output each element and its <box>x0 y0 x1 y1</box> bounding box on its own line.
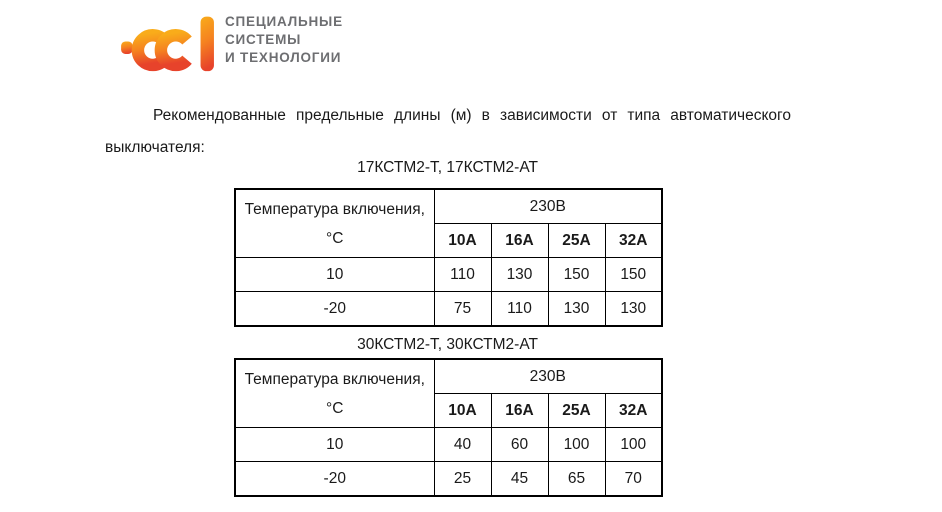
value-cell: 130 <box>548 292 605 327</box>
current-header-cell: 25А <box>548 224 605 258</box>
current-header-cell: 32А <box>605 224 662 258</box>
current-header-cell: 16А <box>491 224 548 258</box>
value-cell: 65 <box>548 462 605 497</box>
voltage-header-cell: 230В <box>434 359 662 394</box>
logo-letter-c2 <box>161 35 187 65</box>
value-cell: 110 <box>434 258 491 292</box>
table-row <box>235 462 662 497</box>
table-row <box>235 292 662 327</box>
logo-text <box>225 8 343 67</box>
temp-header-cell <box>235 189 434 258</box>
sst-logo <box>118 8 343 75</box>
logo-text-line: И ТЕХНОЛОГИИ <box>225 50 342 65</box>
table-title-30kstm2: 30КСТМ2-Т, 30КСТМ2-АТ <box>357 336 538 353</box>
temp-header-line1: Температура включения, <box>244 200 425 218</box>
value-cell: 100 <box>605 428 662 462</box>
value-cell: 60 <box>491 428 548 462</box>
current-header-cell: 10А <box>434 224 491 258</box>
limits-table-30kstm2 <box>234 358 663 497</box>
value-cell: 100 <box>548 428 605 462</box>
table-row <box>235 189 662 224</box>
value-cell: 110 <box>491 292 548 327</box>
value-cell: 130 <box>491 258 548 292</box>
table-row <box>235 258 662 292</box>
value-cell: 130 <box>605 292 662 327</box>
current-header-cell: 32А <box>605 394 662 428</box>
current-header-cell: 16А <box>491 394 548 428</box>
temp-header-line2: °С <box>326 229 344 247</box>
logo-bar <box>201 17 214 72</box>
intro-paragraph: Рекомендованные предельные длины (м) в зависимости от типа автоматического выключателя: <box>105 107 791 156</box>
temp-cell: -20 <box>235 462 434 497</box>
value-cell: 45 <box>491 462 548 497</box>
limits-table-17kstm2 <box>234 188 663 327</box>
temp-header-line2: °С <box>326 399 344 417</box>
current-header-cell: 10А <box>434 394 491 428</box>
value-cell: 75 <box>434 292 491 327</box>
temp-cell: 10 <box>235 258 434 292</box>
value-cell: 150 <box>548 258 605 292</box>
sst-logo-mark-icon <box>118 8 218 75</box>
current-header-cell: 25А <box>548 394 605 428</box>
logo-dash <box>121 42 132 54</box>
logo-text-line: СПЕЦИАЛЬНЫЕ <box>225 14 343 29</box>
table-row <box>235 428 662 462</box>
value-cell: 25 <box>434 462 491 497</box>
temp-header-cell <box>235 359 434 428</box>
value-cell: 40 <box>434 428 491 462</box>
voltage-header-cell: 230В <box>434 189 662 224</box>
value-cell: 70 <box>605 462 662 497</box>
logo-text-line: СИСТЕМЫ <box>225 32 302 47</box>
table-title-17kstm2: 17КСТМ2-Т, 17КСТМ2-АТ <box>357 159 538 176</box>
temp-cell: 10 <box>235 428 434 462</box>
temp-cell: -20 <box>235 292 434 327</box>
temp-header-line1: Температура включения, <box>244 370 425 388</box>
table-row <box>235 359 662 394</box>
value-cell: 150 <box>605 258 662 292</box>
